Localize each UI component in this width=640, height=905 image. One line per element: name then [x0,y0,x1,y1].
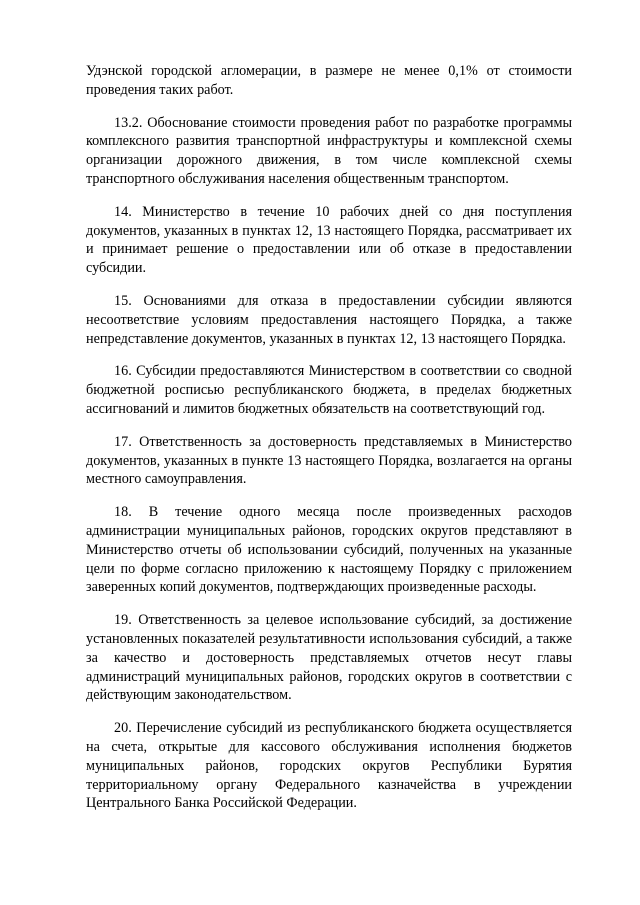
paragraph-15: 15. Основаниями для отказа в предоставлении субсидии являются несоответствие условиям предоставления настоящего Порядка, а также непредставление документов, указанных в пунктах 12, 13 настоящего Порядка. [86,292,572,347]
document-page [86,62,572,827]
paragraph-14: 14. Министерство в течение 10 рабочих дней со дня поступления документов, указанных в пунктах 12, 13 настоящего Порядка, рассматривает их и принимает решение о предоставлении или об отказе в предоставлении субсидии. [86,203,572,277]
paragraph-16: 16. Субсидии предоставляются Министерством в соответствии со сводной бюджетной росписью республиканского бюджета, в пределах бюджетных ассигнований и лимитов бюджетных обязательств на соответствующий год. [86,363,572,417]
paragraph-continuation: Удэнской городской агломерации, в размере не менее 0,1% от стоимости проведения таких работ. [86,63,572,98]
paragraph-18: 18. В течение одного месяца после произведенных расходов администрации муниципальных районов, городских округов представляют в Министерство отчеты об использовании субсидий, полученных на указанные цели по форме согласно приложению к настоящему Порядку с приложением заверенных копий документов, подтверждающих произведенные расходы. [86,504,572,596]
paragraph-20: 20. Перечисление субсидий из республиканского бюджета осуществляется на счета, открытые для кассового обслуживания исполнения бюджетов муниципальных районов, городских округов Республики Бурятия территориальному органу Федерального казначейства в учреждении Центрального Банка Российской Федерации. [86,720,572,812]
paragraph-17: 17. Ответственность за достоверность представляемых в Министерство документов, указанных в пункте 13 настоящего Порядка, возлагается на органы местного самоуправления. [86,433,572,488]
paragraph-19: 19. Ответственность за целевое использование субсидий, за достижение установленных показателей результативности использования субсидий, а также за качество и достоверность представляемых отчетов несут главы администраций муниципальных районов, городских округов в соответствии с действующим законодательством. [86,612,572,704]
paragraph-13-2: 13.2. Обоснование стоимости проведения работ по разработке программы комплексного развития транспортной инфраструктуры и комплексной схемы организации дорожного движения, в том числе комплексной схемы транспортного обслуживания населения общественным транспортом. [86,114,572,187]
